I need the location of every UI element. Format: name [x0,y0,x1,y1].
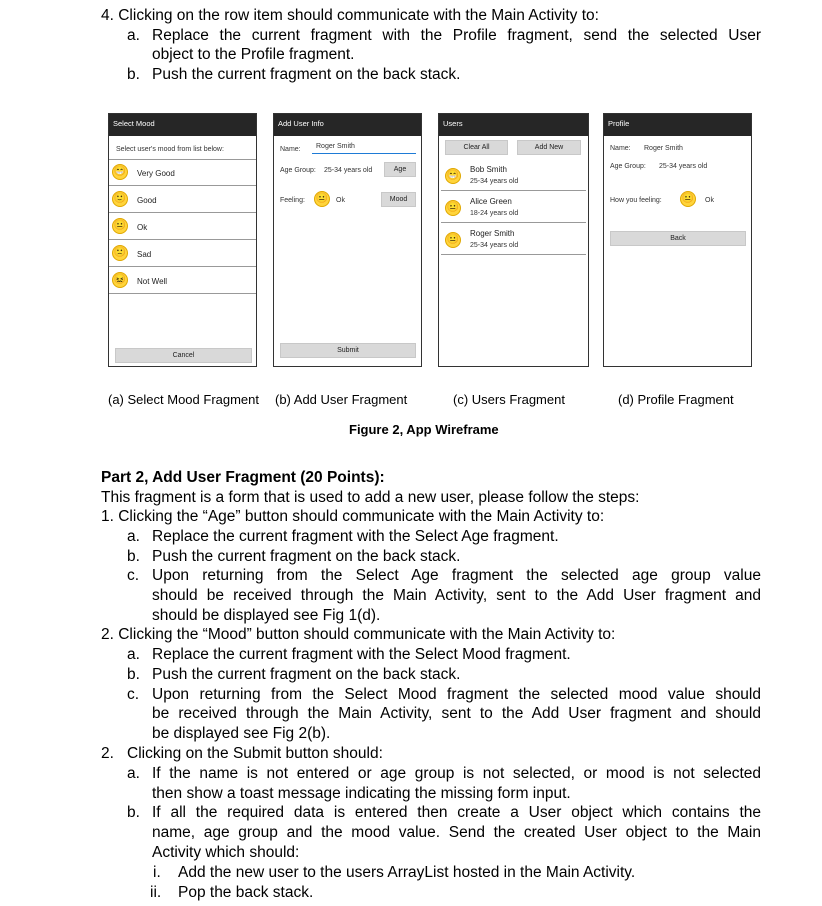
step-3bii: Pop the back stack. [178,884,314,901]
step-2c-line3: be displayed see Fig 2(b). [152,725,331,742]
caption-b: (b) Add User Fragment [275,392,408,407]
profile-age-value: 25-34 years old [659,163,708,170]
item-4b-marker: b. [127,66,140,83]
step-2c-line2: be received through the Main Activity, sent to the Add User fragment and should [152,705,761,722]
select-mood-prompt: Select user's mood from list below: [116,146,224,153]
step-1c-line1: Upon returning from the Select Age fragment the selected age group value [152,567,761,584]
neutral-face-icon: 😐 [445,200,461,216]
mood-row[interactable] [109,187,256,213]
mood-label: Ok [137,223,148,232]
step-1a: Replace the current fragment with the Select Age fragment. [152,528,559,545]
user-name: Bob Smith [470,165,507,174]
profile-title: Profile [608,119,630,128]
cancel-button[interactable]: Cancel [115,348,252,363]
caption-c: (c) Users Fragment [453,392,565,407]
step-2a-marker: a. [127,646,140,663]
step-2a: Replace the current fragment with the Select Mood fragment. [152,646,571,663]
mood-label: Good [137,196,157,205]
neutral-face-icon: 😐 [112,218,128,234]
item-4a-line2: object to the Profile fragment. [152,46,355,63]
mood-row[interactable] [109,241,256,267]
step-3bii-marker: ii. [150,884,162,901]
user-age: 25-34 years old [470,242,519,249]
user-name: Roger Smith [470,229,515,238]
users-wireframe [438,113,589,367]
add-user-wireframe [273,113,422,367]
profile-name-label: Name: [610,145,631,152]
user-row[interactable] [441,224,586,255]
step-1: 1. Clicking the “Age” button should communicate with the Main Activity to: [101,508,605,525]
select-mood-wireframe [108,113,257,367]
select-mood-title-bar [109,114,256,136]
profile-title-bar [604,114,751,136]
neutral-face-icon: 😐 [314,191,330,207]
step-3a-line2: then show a toast message indicating the missing form input. [152,785,571,802]
step-3: Clicking on the Submit button should: [127,745,383,762]
step-3bi-marker: i. [153,864,161,881]
grinning-face-icon: 😁 [445,168,461,184]
mood-button[interactable]: Mood [381,192,416,207]
profile-wireframe [603,113,752,367]
step-3b-line1: If all the required data is entered then create a User object which contains the [152,804,761,821]
step-1c-line2: should be received through the Main Activity, sent to the Add User fragment and [152,587,761,604]
item-4b-text: Push the current fragment on the back stack. [152,66,461,83]
step-2c-marker: c. [127,686,140,703]
add-user-title-bar [274,114,421,136]
step-2: 2. Clicking the “Mood” button should communicate with the Main Activity to: [101,626,616,643]
step-3b-line2: name, age group and the mood value. Send the created User object to the Main [152,824,761,841]
part2-intro: This fragment is a form that is used to add a new user, please follow the steps: [101,489,640,506]
step-1b: Push the current fragment on the back stack. [152,548,461,565]
item-4-text: 4. Clicking on the row item should communicate with the Main Activity to: [101,7,599,24]
figure-caption: Figure 2, App Wireframe [349,422,499,437]
step-3b-marker: b. [127,804,140,821]
age-group-label: Age Group: [280,167,316,174]
mood-label: Not Well [137,277,168,286]
step-3-marker: 2. [101,745,114,762]
caption-a: (a) Select Mood Fragment [108,392,260,407]
unwell-face-icon: 😖 [112,272,128,288]
mood-label: Very Good [137,169,175,178]
feeling-label: Feeling: [280,197,305,204]
back-button[interactable]: Back [610,231,746,246]
mood-row[interactable] [109,268,256,294]
select-mood-title: Select Mood [113,119,155,128]
step-2b: Push the current fragment on the back stack. [152,666,461,683]
add-user-title: Add User Info [278,119,324,128]
sad-face-icon: 🙁 [112,245,128,261]
user-age: 25-34 years old [470,178,519,185]
add-new-button[interactable]: Add New [517,140,581,155]
name-input-underline [312,153,416,154]
feeling-value: Ok [336,197,345,204]
step-3a-marker: a. [127,765,140,782]
profile-feeling-label: How you feeling: [610,197,662,204]
name-label: Name: [280,146,301,153]
profile-age-label: Age Group: [610,163,646,170]
grinning-face-icon: 😁 [112,164,128,180]
mood-row[interactable] [109,214,256,240]
clear-all-button[interactable]: Clear All [445,140,508,155]
smiling-face-icon: 🙂 [112,191,128,207]
part2-heading: Part 2, Add User Fragment (20 Points): [101,469,385,486]
users-title-bar [439,114,588,136]
neutral-face-icon: 😐 [445,232,461,248]
user-row[interactable] [441,160,586,191]
mood-label: Sad [137,250,152,259]
step-3bi: Add the new user to the users ArrayList hosted in the Main Activity. [178,864,636,881]
name-input[interactable]: Roger Smith [316,143,355,150]
mood-row[interactable] [109,160,256,186]
user-name: Alice Green [470,197,512,206]
age-group-value: 25-34 years old [324,167,373,174]
step-1b-marker: b. [127,548,140,565]
profile-feeling-value: Ok [705,197,714,204]
user-age: 18-24 years old [470,210,519,217]
item-4a-line1: Replace the current fragment with the Profile fragment, send the selected User [152,27,761,44]
neutral-face-icon: 😐 [680,191,696,207]
profile-name-value: Roger Smith [644,145,683,152]
users-title: Users [443,119,463,128]
step-1c-line3: should be displayed see Fig 1(d). [152,607,381,624]
item-4a-marker: a. [127,27,140,44]
user-row[interactable] [441,192,586,223]
age-button[interactable]: Age [384,162,416,177]
step-1c-marker: c. [127,567,140,584]
caption-d: (d) Profile Fragment [618,392,734,407]
step-1a-marker: a. [127,528,140,545]
step-2b-marker: b. [127,666,140,683]
step-2c-line1: Upon returning from the Select Mood fragment the selected mood value should [152,686,761,703]
step-3b-line3: Activity which should: [152,844,300,861]
submit-button[interactable]: Submit [280,343,416,358]
step-3a-line1: If the name is not entered or age group is not selected, or mood is not selected [152,765,761,782]
